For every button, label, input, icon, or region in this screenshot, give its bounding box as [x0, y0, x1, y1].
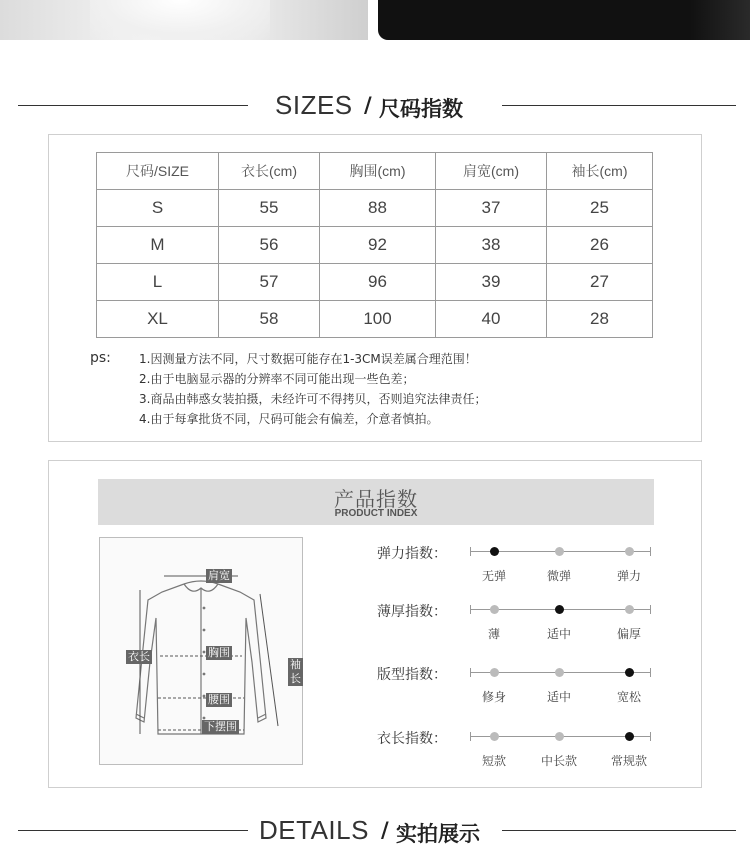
sleeve-cell: 25 — [547, 190, 653, 227]
index-dot-selected — [555, 605, 564, 614]
index-dot — [625, 605, 634, 614]
index-row-length — [377, 728, 677, 768]
note-item: 4.由于每拿批货不同，尺码可能会有偏差，介意者慎拍。 — [139, 412, 439, 426]
index-label: 弹力指数： — [377, 546, 447, 562]
product-index-title-en: PRODUCT INDEX — [334, 508, 418, 519]
index-option: 偏厚 — [616, 627, 642, 641]
header-shoulder: 肩宽(cm) — [436, 153, 547, 190]
index-option: 微弹 — [546, 569, 572, 583]
header-sleeve: 袖长(cm) — [547, 153, 653, 190]
header-chest: 胸围(cm) — [320, 153, 436, 190]
table-row — [97, 227, 653, 264]
product-index-banner — [98, 479, 654, 525]
index-scale — [470, 672, 650, 704]
notes-label: ps: — [90, 350, 111, 366]
index-option: 短款 — [481, 754, 507, 768]
index-row-thickness — [377, 601, 677, 641]
sleeve-label: 袖长 — [290, 658, 301, 685]
shoulder-cell: 37 — [436, 190, 547, 227]
details-title-separator: / — [381, 818, 389, 842]
index-label: 薄厚指数： — [377, 604, 447, 620]
index-dot — [490, 732, 499, 741]
length-cell: 56 — [219, 227, 320, 264]
index-row-elasticity — [377, 543, 677, 583]
index-option: 宽松 — [616, 690, 642, 704]
index-option: 薄 — [487, 627, 501, 641]
size-table-header — [97, 153, 653, 190]
table-row — [97, 190, 653, 227]
index-dot-selected — [625, 732, 634, 741]
index-dot — [490, 605, 499, 614]
index-option: 适中 — [546, 627, 572, 641]
sizes-title-en: SIZES — [275, 90, 353, 120]
sizes-title-zh: 尺码指数 — [379, 97, 463, 121]
index-option: 常规款 — [610, 754, 648, 768]
index-label: 版型指数： — [377, 667, 447, 683]
header-length: 衣长(cm) — [219, 153, 320, 190]
length-cell: 57 — [219, 264, 320, 301]
shoulder-cell: 40 — [436, 301, 547, 338]
product-photo-white — [0, 0, 368, 40]
product-index-title-zh: 产品指数 — [334, 487, 418, 511]
length-cell: 55 — [219, 190, 320, 227]
shoulder-label: 肩宽 — [208, 569, 230, 582]
index-row-fit — [377, 664, 677, 704]
index-dot-selected — [490, 547, 499, 556]
index-scale — [470, 551, 650, 583]
index-dot — [625, 547, 634, 556]
length-label: 衣长 — [128, 650, 150, 663]
title-rule-right — [502, 830, 736, 831]
chest-cell: 92 — [320, 227, 436, 264]
table-row — [97, 301, 653, 338]
size-cell: M — [97, 227, 219, 264]
shoulder-cell: 38 — [436, 227, 547, 264]
index-option: 中长款 — [540, 754, 578, 768]
sleeve-cell: 28 — [547, 301, 653, 338]
index-option: 修身 — [481, 690, 507, 704]
chest-cell: 100 — [320, 301, 436, 338]
sleeve-cell: 27 — [547, 264, 653, 301]
index-scale — [470, 736, 650, 768]
size-cell: XL — [97, 301, 219, 338]
title-rule-left — [18, 830, 248, 831]
header-size: 尺码/SIZE — [97, 153, 219, 190]
waist-label: 腰围 — [208, 693, 230, 706]
table-row — [97, 264, 653, 301]
hem-label: 下摆围 — [204, 720, 237, 733]
details-section-title — [0, 811, 750, 851]
measurement-diagram — [99, 537, 303, 765]
size-cell: S — [97, 190, 219, 227]
index-dot — [555, 668, 564, 677]
sizes-title-separator: / — [364, 93, 372, 117]
index-scale — [470, 609, 650, 641]
index-dot — [555, 732, 564, 741]
title-rule-left — [18, 105, 248, 106]
index-option: 适中 — [546, 690, 572, 704]
index-label: 衣长指数： — [377, 731, 447, 747]
product-index-panel — [48, 460, 702, 788]
product-photo-black — [378, 0, 750, 40]
chest-cell: 88 — [320, 190, 436, 227]
shoulder-cell: 39 — [436, 264, 547, 301]
chest-cell: 96 — [320, 264, 436, 301]
chest-label: 胸围 — [208, 646, 230, 659]
note-item: 3.商品由韩惑女装拍摄，未经许可不得拷贝，否则追究法律责任； — [139, 392, 487, 406]
size-table — [96, 152, 653, 338]
details-title-zh: 实拍展示 — [396, 822, 480, 846]
sleeve-cell: 26 — [547, 227, 653, 264]
length-cell: 58 — [219, 301, 320, 338]
index-dot — [490, 668, 499, 677]
index-dot — [555, 547, 564, 556]
title-rule-right — [502, 105, 736, 106]
index-dot-selected — [625, 668, 634, 677]
note-item: 2.由于电脑显示器的分辨率不同可能出现一些色差； — [139, 372, 415, 386]
index-option: 无弹 — [481, 569, 507, 583]
note-item: 1.因测量方法不同，尺寸数据可能存在1-3CM误差属合理范围！ — [139, 352, 477, 366]
details-title-en: DETAILS — [259, 815, 369, 845]
sizes-section-title — [0, 86, 750, 126]
size-chart-panel — [48, 134, 702, 442]
size-cell: L — [97, 264, 219, 301]
index-option: 弹力 — [616, 569, 642, 583]
